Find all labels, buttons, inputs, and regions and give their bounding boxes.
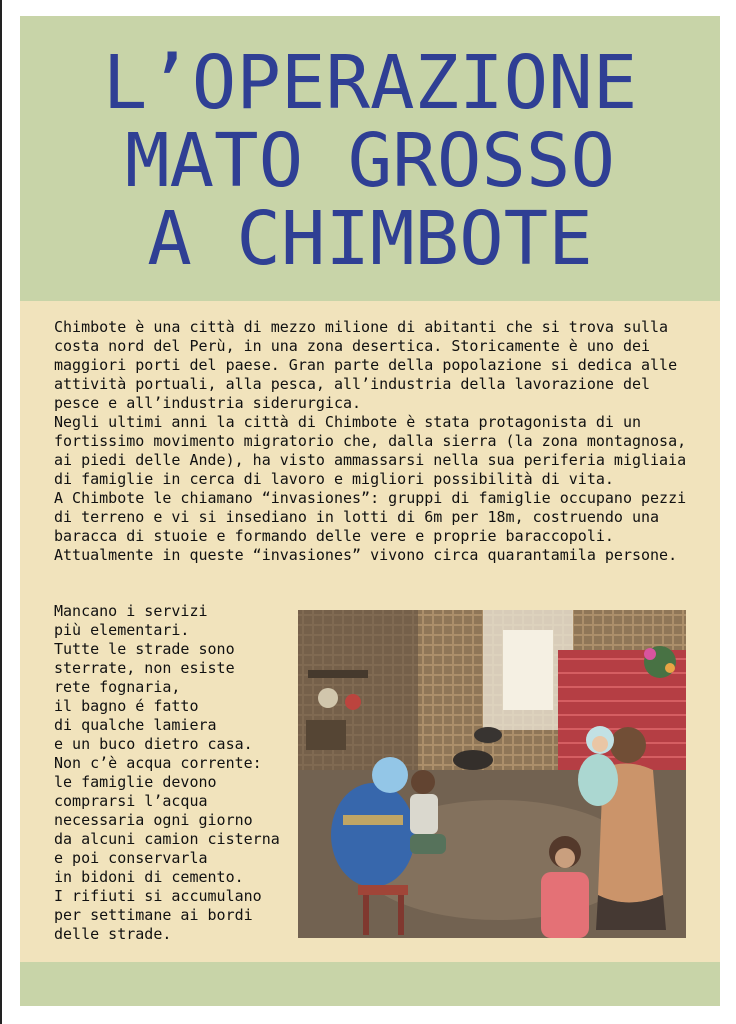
title-line-3: A CHIMBOTE xyxy=(147,196,593,282)
title-line-1: L’OPERAZIONE xyxy=(102,40,638,126)
side-line: sterrate, non esiste xyxy=(54,659,235,677)
side-line: e poi conservarla xyxy=(54,849,208,867)
family-inside-shack-photo xyxy=(298,610,686,938)
side-line: e un buco dietro casa. xyxy=(54,735,253,753)
side-line: I rifiuti si accumulano xyxy=(54,887,262,905)
paragraph-invasiones: A Chimbote le chiamano “invasiones”: gruppi di famiglie occupano pezzi di terreno e vi si insediano in lotti di 6m per 18m, costruendo una baracca di stuoie e formando delle vere e proprie baraccopoli. Attualmente in queste “invasiones” vivono circa quarantamila persone. xyxy=(54,489,687,564)
paragraph-migration: Negli ultimi anni la città di Chimbote è stata protagonista di un fortissimo movimento migratorio che, dalla sierra (la zona montagnosa, ai piedi delle Ande), ha visto ammassarsi nella sua periferia migliaia di famiglie in cerca di lavoro e migliori possibilità di vita. xyxy=(54,413,687,488)
side-line: le famiglie devono xyxy=(54,773,217,791)
side-line: il bagno é fatto xyxy=(54,697,199,715)
page-title xyxy=(20,40,720,282)
services-column xyxy=(54,602,304,944)
side-line: delle strade. xyxy=(54,925,172,943)
page-edge-rule xyxy=(0,0,2,1024)
side-line: più elementari. xyxy=(54,621,190,639)
paragraph-intro: Chimbote è una città di mezzo milione di abitanti che si trova sulla costa nord del Perù, in una zona desertica. Storicamente è uno dei maggiori porti del paese. Gran parte della popolazione si dedica alle attività portuali, alla pesca, all’industria della lavorazione del pesce e all’industria siderurgica. xyxy=(54,318,678,412)
side-line: da alcuni camion cisterna xyxy=(54,830,280,848)
side-line: Mancano i servizi xyxy=(54,602,208,620)
side-line: in bidoni di cemento. xyxy=(54,868,244,886)
footer-band xyxy=(20,962,720,1006)
article-body xyxy=(54,318,700,565)
title-band xyxy=(20,16,720,301)
side-line: necessaria ogni giorno xyxy=(54,811,253,829)
side-line: comprarsi l’acqua xyxy=(54,792,208,810)
side-line: di qualche lamiera xyxy=(54,716,217,734)
side-line: Tutte le strade sono xyxy=(54,640,235,658)
side-line: per settimane ai bordi xyxy=(54,906,253,924)
side-line: rete fognaria, xyxy=(54,678,181,696)
side-line: Non c’è acqua corrente: xyxy=(54,754,262,772)
document-page xyxy=(20,16,720,1006)
title-line-2: MATO GROSSO xyxy=(124,118,616,204)
